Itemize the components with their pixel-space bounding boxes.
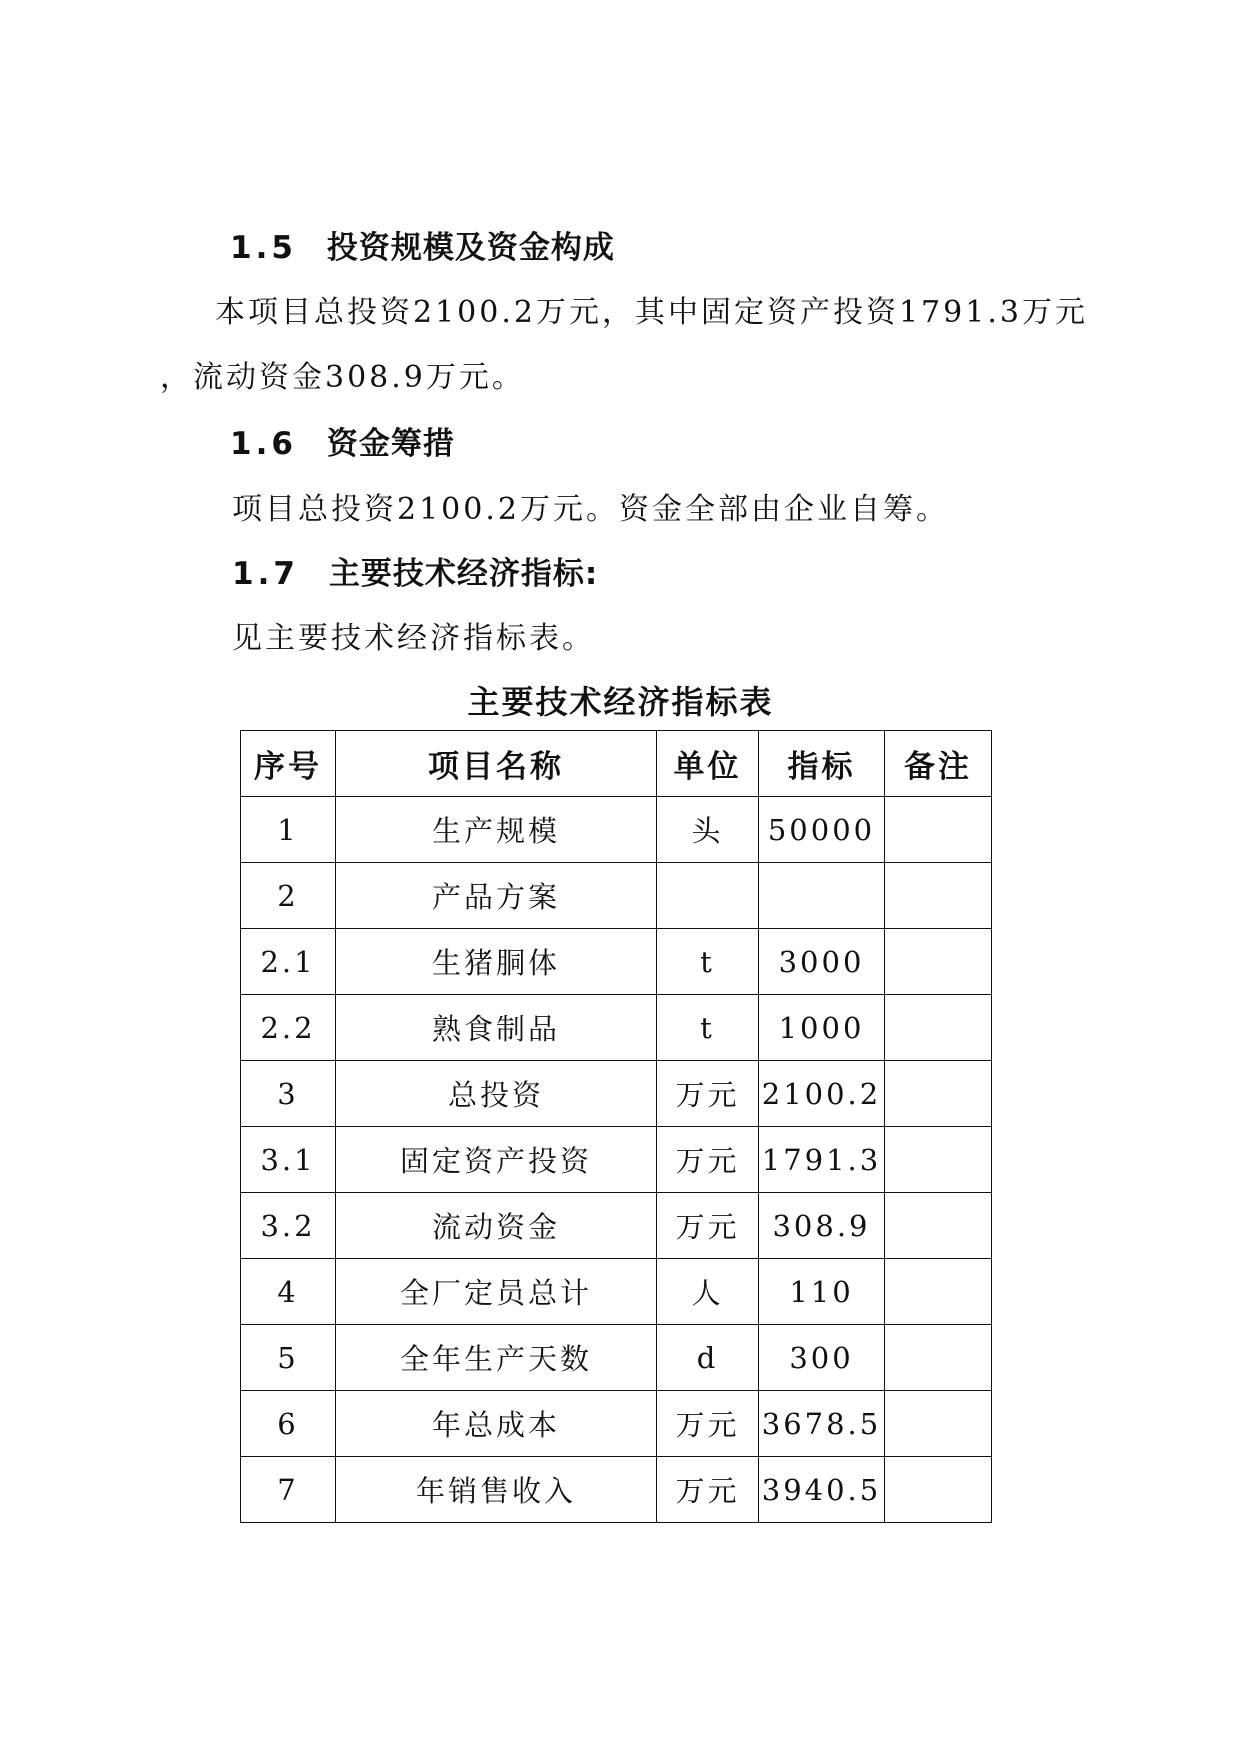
section-heading-1-6: [230, 418, 455, 463]
cell-item-name: 固定资产投资: [336, 1127, 657, 1193]
cell-indicator: [759, 863, 885, 929]
cell-seq: 4: [241, 1259, 336, 1325]
cell-item-name: 全厂定员总计: [336, 1259, 657, 1325]
cell-seq: 2: [241, 863, 336, 929]
cell-indicator: 2100.2: [759, 1061, 885, 1127]
cell-indicator: 50000: [759, 797, 885, 863]
section-title: 投资规模及资金构成: [326, 230, 615, 266]
cell-item-name: 年销售收入: [336, 1457, 657, 1523]
section-number: 1.7: [232, 556, 299, 592]
header-indicator: 指标: [759, 731, 885, 797]
table-row: [241, 1127, 992, 1193]
header-item-name: 项目名称: [336, 731, 657, 797]
cell-seq: 1: [241, 797, 336, 863]
cell-item-name: 年总成本: [336, 1391, 657, 1457]
cell-unit: 头: [657, 797, 759, 863]
table-row: [241, 1061, 992, 1127]
cell-indicator: 110: [759, 1259, 885, 1325]
paragraph-funding: 项目总投资2100.2万元。资金全部由企业自筹。: [232, 492, 949, 527]
section-number: 1.6: [230, 426, 297, 462]
cell-item-name: 产品方案: [336, 863, 657, 929]
header-seq: 序号: [241, 731, 336, 797]
cell-indicator: 3678.5: [759, 1391, 885, 1457]
section-title: 资金筹措: [326, 426, 455, 462]
cell-unit: d: [657, 1325, 759, 1391]
cell-unit: t: [657, 929, 759, 995]
table-row: [241, 1193, 992, 1259]
cell-item-name: 总投资: [336, 1061, 657, 1127]
cell-item-name: 生猪胴体: [336, 929, 657, 995]
cell-seq: 2.2: [241, 995, 336, 1061]
table-title: 主要技术经济指标表: [467, 683, 774, 721]
cell-remark: [885, 1457, 992, 1523]
cell-seq: 6: [241, 1391, 336, 1457]
paragraph-investment-line-2: ，流动资金308.9万元。: [160, 360, 525, 395]
section-heading-1-7: [232, 548, 598, 593]
cell-remark: [885, 1259, 992, 1325]
cell-indicator: 1000: [759, 995, 885, 1061]
table-header-row: [241, 731, 992, 797]
cell-unit: 人: [657, 1259, 759, 1325]
header-remark: 备注: [885, 731, 992, 797]
cell-seq: 3.1: [241, 1127, 336, 1193]
table-row: [241, 1391, 992, 1457]
cell-seq: 3.2: [241, 1193, 336, 1259]
cell-item-name: 生产规模: [336, 797, 657, 863]
cell-unit: 万元: [657, 1193, 759, 1259]
cell-remark: [885, 995, 992, 1061]
indicators-table: [240, 730, 992, 1523]
cell-indicator: 3940.5: [759, 1457, 885, 1523]
cell-unit: [657, 863, 759, 929]
paragraph-see-table: 见主要技术经济指标表。: [232, 621, 595, 656]
table-row: [241, 995, 992, 1061]
cell-remark: [885, 1127, 992, 1193]
cell-remark: [885, 797, 992, 863]
table-row: [241, 1259, 992, 1325]
cell-item-name: 熟食制品: [336, 995, 657, 1061]
cell-indicator: 1791.3: [759, 1127, 885, 1193]
section-number: 1.5: [230, 230, 297, 266]
table-row: [241, 1325, 992, 1391]
cell-seq: 5: [241, 1325, 336, 1391]
cell-seq: 3: [241, 1061, 336, 1127]
cell-seq: 7: [241, 1457, 336, 1523]
cell-unit: t: [657, 995, 759, 1061]
cell-unit: 万元: [657, 1457, 759, 1523]
cell-unit: 万元: [657, 1127, 759, 1193]
cell-remark: [885, 929, 992, 995]
cell-unit: 万元: [657, 1391, 759, 1457]
cell-remark: [885, 1391, 992, 1457]
cell-remark: [885, 863, 992, 929]
cell-item-name: 全年生产天数: [336, 1325, 657, 1391]
cell-seq: 2.1: [241, 929, 336, 995]
section-heading-1-5: [230, 222, 615, 267]
cell-remark: [885, 1193, 992, 1259]
table-row: [241, 1457, 992, 1523]
cell-indicator: 3000: [759, 929, 885, 995]
table-row: [241, 929, 992, 995]
paragraph-investment-line-1: 本项目总投资2100.2万元，其中固定资产投资1791.3万元: [215, 295, 1088, 330]
cell-item-name: 流动资金: [336, 1193, 657, 1259]
cell-indicator: 308.9: [759, 1193, 885, 1259]
header-unit: 单位: [657, 731, 759, 797]
section-title: 主要技术经济指标:: [328, 556, 599, 592]
cell-indicator: 300: [759, 1325, 885, 1391]
table-row: [241, 863, 992, 929]
cell-remark: [885, 1325, 992, 1391]
table-row: [241, 797, 992, 863]
cell-remark: [885, 1061, 992, 1127]
cell-unit: 万元: [657, 1061, 759, 1127]
